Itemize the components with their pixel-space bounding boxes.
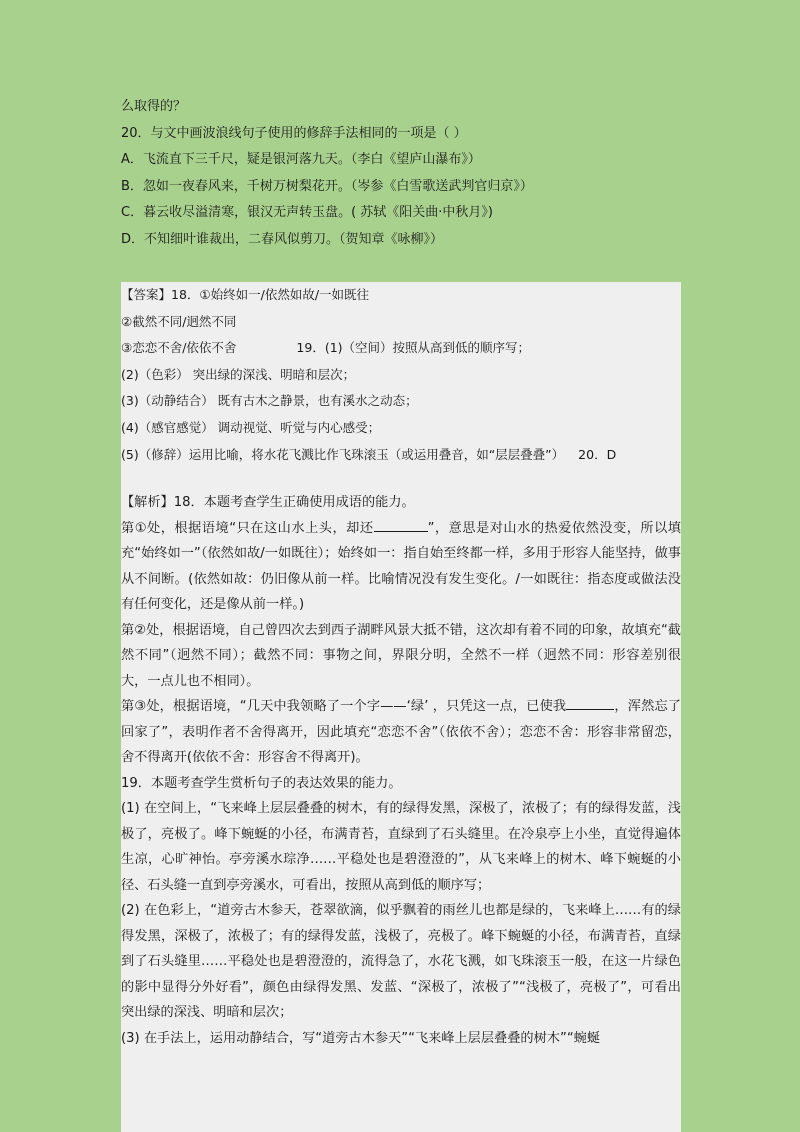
answer-line-19-2: (2)（色彩） 突出绿的深浅、明暗和层次；	[121, 366, 356, 382]
answer-line-19-5	[121, 442, 681, 469]
answer-18-3-text: ③恋恋不舍/依依不舍	[121, 340, 237, 356]
answer-line-18-3	[121, 335, 681, 362]
analysis-block	[121, 490, 681, 1051]
answer-analysis-box	[121, 282, 681, 1132]
analysis-19-1: (1) 在空间上，“飞来峰上层层叠叠的树木，有的绿得发黑，深极了，浓极了；有的绿得发蓝，浅极了，亮极了。峰下蜿蜒的小径，布满青苔，直绿到了石头缝里。在冷泉亭上小坐，直觉得遍体生凉，心旷神怡。亭旁溪水琮净……平稳处也是碧澄澄的”，从飞来峰上的树木、峰下蜿蜒的小径、石头缝一直到亭旁溪水，可看出，按照从高到低的顺序写；	[121, 801, 681, 893]
answer-line-19-3: (3)（动静结合） 既有古木之静景，也有溪水之动态；	[121, 393, 418, 409]
option-c: C．暮云收尽溢清寒，银汉无声转玉盘。( 苏轼《阳关曲·中秋月》)	[121, 205, 493, 221]
answer-block	[121, 282, 681, 468]
previous-line: 么取得的？	[121, 99, 187, 114]
analysis-item-2: 第②处，根据语境，自己曾四次去到西子湖畔风景大抵不错，这次却有着不同的印象，故填充“截然不同”（迥然不同）；截然不同：事物之间，界限分明，全然不一样（迥然不同：形容差别很大，一点儿也不相同）。	[121, 622, 681, 689]
analysis-19-3: (3) 在手法上，运用动静结合，写“道旁古木参天”“飞来峰上层层叠叠的树木”“蜿蜒	[121, 1030, 601, 1046]
analysis-item-3	[121, 694, 681, 771]
question-section	[121, 94, 681, 254]
analysis-item-1-start: 第①处，根据语境“只在这山水上头，却还	[121, 520, 374, 536]
analysis-19-2: (2) 在色彩上，“道旁古木参天，苍翠欲滴，似乎飘着的雨丝儿也都是绿的，飞来峰上……有的绿得发黑，深极了，浓极了；有的绿得发蓝，浅极了，亮极了。峰下蜿蜒的小径，布满青苔，直绿到了石头缝里……平稳处也是碧澄澄的，流得急了，水花飞溅，如飞珠滚玉一般，在这一片绿色的影中显得分外好看”，颜色由绿得发黑、发蓝、“深极了，浓极了”“浅极了，亮极了”，可看出突出绿的深浅、明暗和层次；	[121, 903, 681, 1021]
option-b: B．忽如一夜春风来，千树万树梨花开。（岑参《白雪歌送武判官归京》）	[121, 178, 533, 194]
analysis-item-3-rest: ，浑然忘了回家了”，表明作者不舍得离开，因此填充“恋恋不舍”（依依不舍）；恋恋不舍：形容非常留恋，舍不得离开(依依不舍：形容舍不得离开)。	[121, 699, 681, 766]
question-20: 20．与文中画波浪线句子使用的修辞手法相同的一项是（ ）	[121, 125, 467, 141]
analysis-heading: 【解析】18．本题考查学生正确使用成语的能力。	[121, 495, 415, 511]
answer-19-1-text: 19．(1)（空间）按照从高到低的顺序写；	[296, 340, 531, 356]
option-a: A．飞流直下三千尺，疑是银河落九天。（李白《望庐山瀑布》）	[121, 152, 481, 168]
answer-line-18-2: ②截然不同/迥然不同	[121, 313, 237, 329]
analysis-item-3-start: 第③处，根据语境，“几天中我领略了一个字——‘绿’ ，只凭这一点，已使我	[121, 699, 567, 715]
answer-line-19-4: (4)（感官感觉） 调动视觉、听觉与内心感受；	[121, 419, 381, 435]
option-d: D．不知细叶谁裁出，二春风似剪刀。（贺知章《咏柳》）	[121, 231, 444, 247]
analysis-19-heading: 19．本题考查学生赏析句子的表达效果的能力。	[121, 775, 402, 791]
fill-blank-3	[566, 695, 614, 710]
fill-blank-1	[374, 517, 428, 532]
answer-19-5-text: (5)（修辞）运用比喻，将水花飞溅比作飞珠滚玉（或运用叠音，如“层层叠叠”）	[121, 446, 565, 462]
answer-line-18-1: 【答案】18．①始终如一/依然如故/一如既往	[121, 287, 370, 302]
answer-20-text: 20．D	[578, 446, 617, 462]
analysis-item-1-rest: ”，意思是对山水的热爱依然没变，所以填充“始终如一”（依然如故/一如既往）；始终如一：指自始至终都一样，多用于形容人能坚持，做事从不间断。(依然如故：仍旧像从前一样。比喻情况没有发生变化。/一如既往：指态度或做法没有任何变化，还是像从前一样。)	[121, 520, 681, 613]
analysis-item-1	[121, 516, 681, 618]
